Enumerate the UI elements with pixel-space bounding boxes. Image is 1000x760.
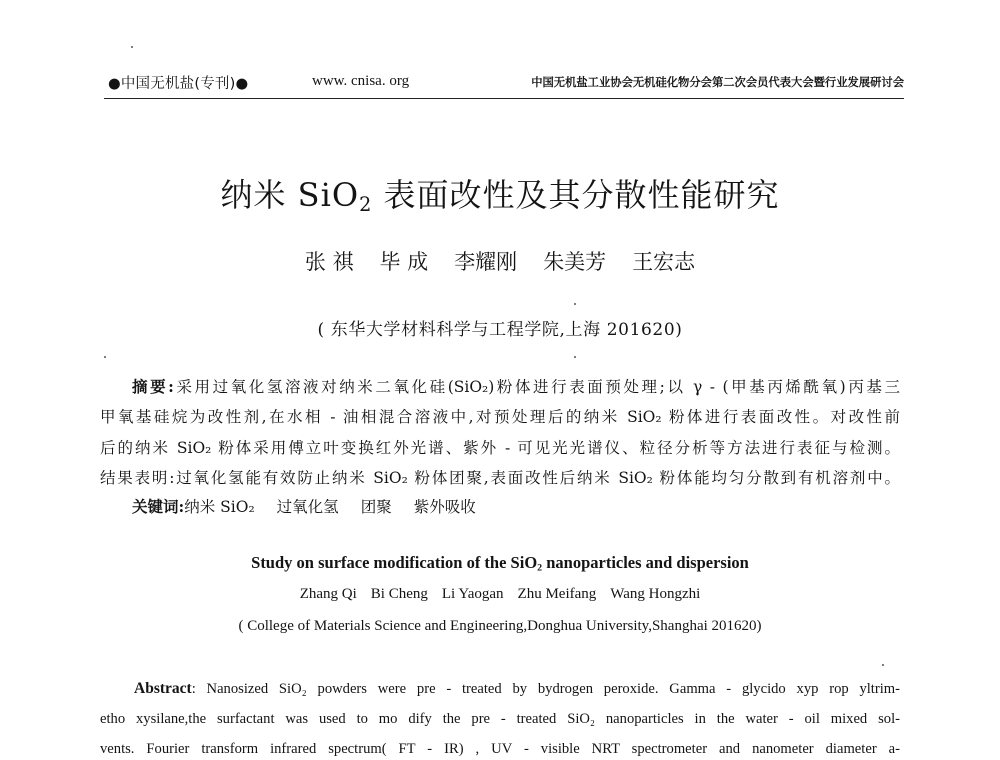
journal-name: ●中国无机盐(专刊)● — [108, 76, 249, 92]
title-cn-part: 表面改性及其分散性能研究 — [372, 176, 780, 214]
keywords-cn-label: 关键词: — [132, 497, 185, 516]
author-list-cn — [0, 246, 1000, 276]
author-cn: 张 祺 — [304, 250, 354, 274]
abstract-cn-line: 结果表明:过氧化氢能有效防止纳米 SiO₂ 粉体团聚,表面改性后纳米 SiO₂ 粉体能均匀分散到有机溶剂中。 — [100, 469, 900, 488]
abstract-en-label: Abstract — [134, 680, 192, 697]
title-en-part: Study on surface modification of the SiO — [251, 553, 538, 572]
author-cn: 毕 成 — [379, 250, 429, 274]
abstract-cn-line — [100, 372, 900, 402]
author-en: Zhu Meifang — [517, 586, 597, 602]
scan-speck — [131, 46, 133, 48]
scan-speck — [574, 303, 576, 305]
title-en-part: nanoparticles and dispersion — [542, 553, 749, 572]
author-en: Zhang Qi — [299, 586, 357, 602]
abstract-cn-line: 甲氧基硅烷为改性剂,在水相 - 油相混合溶液中,对预处理后的纳米 SiO₂ 粉体进行表面改性。对改性前 — [100, 408, 900, 427]
author-cn: 李耀刚 — [454, 250, 518, 274]
abstract-cn — [100, 372, 900, 494]
paper-title-en — [0, 553, 1000, 573]
keyword: 纳米 SiO₂ — [184, 498, 255, 516]
keyword: 过氧化氢 — [276, 498, 339, 516]
running-header — [108, 70, 904, 96]
abstract-en-line: vents. Fourier transform infrared spectrum( FT - IR) , UV - visible NRT spectrometer and nanometer diameter a- — [100, 741, 900, 757]
author-en: Bi Cheng — [370, 586, 428, 602]
title-cn-subscript: 2 — [359, 192, 373, 216]
journal-website: www. cnisa. org — [312, 73, 410, 89]
author-list-en — [0, 586, 1000, 603]
scan-speck — [882, 664, 884, 666]
title-cn-part: 纳米 SiO — [220, 176, 360, 214]
keywords-cn — [132, 495, 476, 517]
scan-speck — [104, 356, 106, 358]
author-en: Wang Hongzhi — [610, 586, 701, 602]
author-cn: 朱美芳 — [543, 250, 607, 274]
title-en-subscript: 2 — [537, 562, 543, 574]
scan-speck — [574, 356, 576, 358]
abstract-en-line — [100, 674, 900, 704]
abstract-en-line: etho xysilane,the surfactant was used to mo dify the pre - treated SiO₂ nanoparticles in the water - oil mixed sol- — [100, 711, 900, 727]
paper-title-cn — [0, 170, 1000, 216]
abstract-cn-text: 采用过氧化氢溶液对纳米二氧化硅(SiO₂)粉体进行表面预处理;以 γ - (甲基丙烯酰氧)丙基三 — [173, 378, 900, 396]
author-cn: 王宏志 — [632, 250, 696, 274]
affiliation-en: ( College of Materials Science and Engineering,Donghua University,Shanghai 201620) — [238, 618, 762, 634]
abstract-en — [100, 674, 900, 760]
header-rule — [104, 98, 904, 99]
conference-name: 中国无机盐工业协会无机硅化物分会第二次会员代表大会暨行业发展研讨会 — [531, 76, 904, 89]
keyword: 紫外吸收 — [413, 498, 476, 516]
abstract-cn-label: 摘要: — [132, 377, 174, 396]
author-en: Li Yaogan — [441, 586, 504, 602]
keyword: 团聚 — [360, 498, 392, 516]
abstract-en-text: : Nanosized SiO₂ powders were pre - treated by bydrogen peroxide. Gamma - glycido xyp rop yltrim- — [191, 681, 900, 697]
affiliation-cn: ( 东华大学材料科学与工程学院,上海 201620) — [317, 320, 683, 340]
abstract-cn-line: 后的纳米 SiO₂ 粉体采用傅立叶变换红外光谱、紫外 - 可见光光谱仪、粒径分析等方法进行表征与检测。 — [100, 438, 900, 457]
